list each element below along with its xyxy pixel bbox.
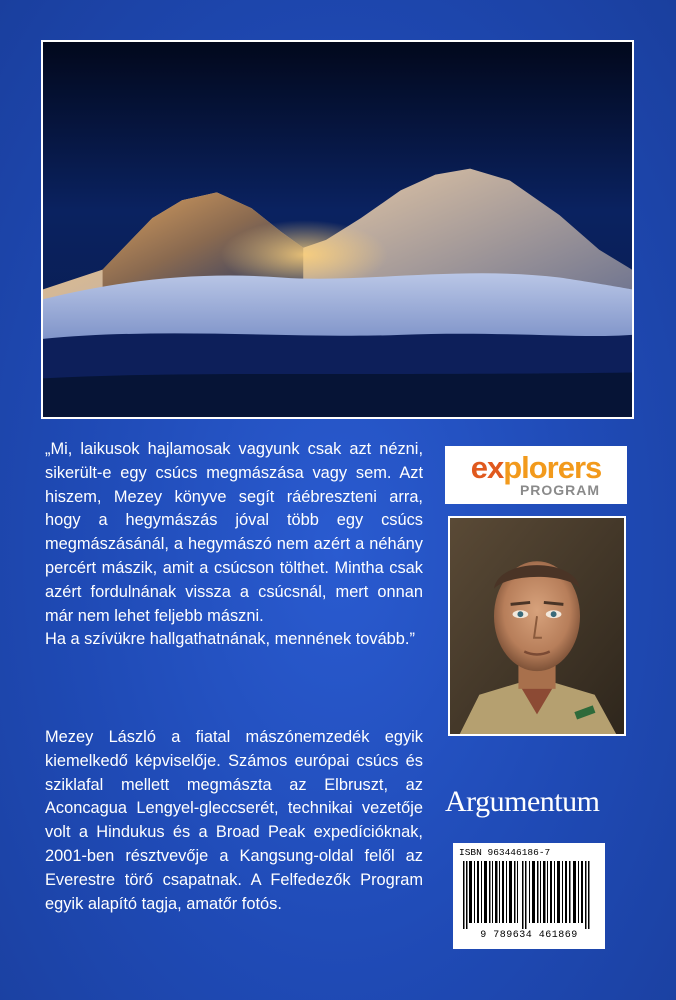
mountain-photo-image: [43, 42, 632, 417]
author-bio: [45, 726, 423, 916]
explorers-program-logo: [445, 446, 627, 504]
logo-explorers-word: explorers: [470, 450, 602, 485]
publisher-logo: Argumentum: [445, 785, 600, 818]
author-photo-image: [450, 518, 624, 734]
isbn-barcode: [453, 843, 605, 949]
author-portrait: [448, 516, 626, 736]
logo-program-word: PROGRAM: [519, 482, 601, 498]
barcode-number: 9 789634 461869: [480, 930, 578, 941]
quote-paragraph-1: „Mi, laikusok hajlamosak vagyunk csak azt nézni, sikerült-e egy csúcs megmászása vagy sem. Azt hiszem, Mezey könyve segít ráébreszteni arra, hogy a hegymászás jóval több egy csúcs megmászásánál, a hegymászó nem azért a néhány percért mászik, amit a csúcson tölthet. Mintha csak azért fordulnának vissza a csúcsnál, mert onnan már nem lehet feljebb mászni.: [45, 440, 423, 625]
isbn-label: ISBN 963446186-7: [459, 847, 551, 858]
logo-explorers-accent: ex: [470, 450, 504, 485]
cover-photo: [41, 40, 634, 419]
quote-block: [45, 438, 423, 652]
quote-paragraph-2: Ha a szívükre hallgathatnának, mennének tovább.”: [45, 630, 415, 649]
author-bio-text: Mezey László a fiatal mászónemzedék egyik kiemelkedő képviselője. Számos európai csúcs és sziklafal mellett megmászta az Elbruszt, az Aconcagua Lengyel-gleccserét, technikai vezetője volt a Hindukus és a Broad Peak expedícióknak, 2001-ben résztvevője a Kangsung-oldal felől az Everestre törő csapatnak. A Felfedezők Program egyik alapító tagja, amatőr fotós.: [45, 728, 423, 913]
barcode-bars: [459, 861, 599, 929]
